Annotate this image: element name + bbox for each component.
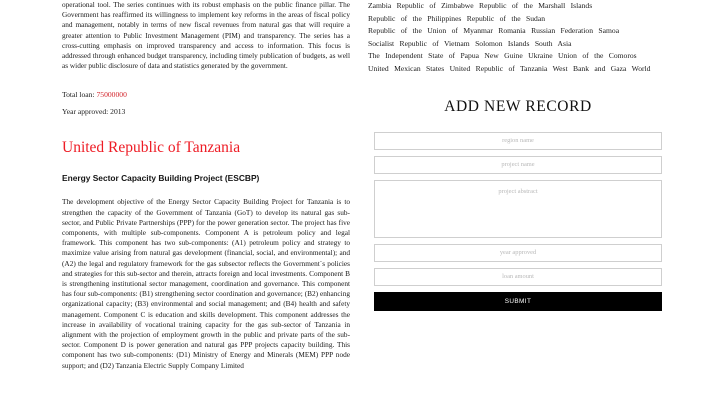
region-name-input[interactable] [374,132,662,150]
tag-item[interactable]: West Bank and Gaza [552,63,627,73]
project-abstract-input[interactable] [374,180,662,238]
tag-item[interactable]: The Independent State of Papua New Guine [368,51,523,61]
tag-item[interactable]: Union of the Comoros [557,51,637,61]
tag-item[interactable]: South Asia [534,38,572,48]
tag-item[interactable]: Samoa [598,26,620,36]
tag-item[interactable]: Russian Federation [531,26,593,36]
loan-amount-input[interactable] [374,268,662,286]
year-approved-input[interactable] [374,244,662,262]
tag-item[interactable]: Socialist Republic of Vietnam [368,38,470,48]
tag-item[interactable]: Romania [498,26,526,36]
tag-item[interactable]: Zambia [368,1,392,10]
loan-metadata [62,89,350,117]
tag-item[interactable]: World [631,63,651,73]
total-loan-label: Total loan: [62,90,97,100]
tag-item[interactable]: Republic of the Union of Myanmar [368,26,493,36]
tag-item[interactable]: Ukraine [528,51,553,61]
project-name-input[interactable] [374,156,662,174]
project-title: Energy Sector Capacity Building Project (ESCBP) [62,173,260,184]
tag-item[interactable]: Republic of Zimbabwe [396,1,474,10]
record-title: United Republic of Tanzania [62,139,241,157]
total-loan-line [62,89,350,100]
intro-paragraph: operational tool. The series continues with its robust emphasis on the public finance pillar. The Government has reaffirmed its willingness to implement key reforms in the areas of fiscal policy and management, notably in terms of new fiscal revenues from natural gas that will require a greater attention to Public Investment Management (PIM) and transparency. The series has a cross-cutting emphasis on improved transparency and access to information. This focus is addressed through enhanced budget transparency, including timely publication of budgets, as well as wider public disclosure of data and statistics generated by the government. [62,0,350,71]
year-approved-line: Year approved: 2013 [62,107,126,117]
submit-button[interactable]: SUBMIT [374,292,662,311]
tag-item[interactable]: Solomon Islands [475,38,530,48]
country-tag-cloud [368,0,668,76]
tag-item[interactable]: Republic of the Marshall Islands [479,1,593,10]
document-column [62,0,350,379]
project-abstract: The development objective of the Energy Sector Capacity Building Project for Tanzania is to strengthen the capacity of the Government of Tanzania (GoT) to develop its natural gas sub-sector, and Public Private Partnerships (PPP) for the power generation sector. The project has five components, with multiple sub-components. Component A is petroleum policy and legal framework. This component has two sub-components: (A1) petroleum policy and strategy to maximize value arising from natural gas development (financial, social, and environmental); and (A2) the legal and regulatory framework for the gas subsector reflects the Government`s policies and strategies for this sub-sector and therein, attracts foreign and local investments. Component B is strengthening institutional sector management, coordination and governance. This component has four sub-components: (B1) strengthening sector coordination and governance; (B2) enhancing organizational capacity; (B3) environmental and social management; and (B4) health and safety management. Component C is education and skills development. This component addresses the increase in availability of vocational training capacity for the gas sub-sector of Tanzania in alignment with the projection of employment growth in the public and private parts of the sub-sector. Component D is power generation and natural gas PPP projects capacity building. This component has two sub-components: (D1) Ministry of Energy and Minerals (MEM) PPP node support; and (D2) Tanzania Electric Supply Company Limited [62,197,350,370]
tag-item[interactable]: Republic of the Sudan [466,13,545,23]
tag-item[interactable]: United Mexican States [368,63,445,73]
sidebar-column [368,0,668,311]
tag-item[interactable]: United Republic of Tanzania [449,63,548,73]
add-record-heading: ADD NEW RECORD [444,97,592,115]
add-record-form [374,132,662,311]
total-loan-amount: 75000000 [96,90,127,100]
tag-item[interactable]: Republic of the Philippines [368,13,462,23]
